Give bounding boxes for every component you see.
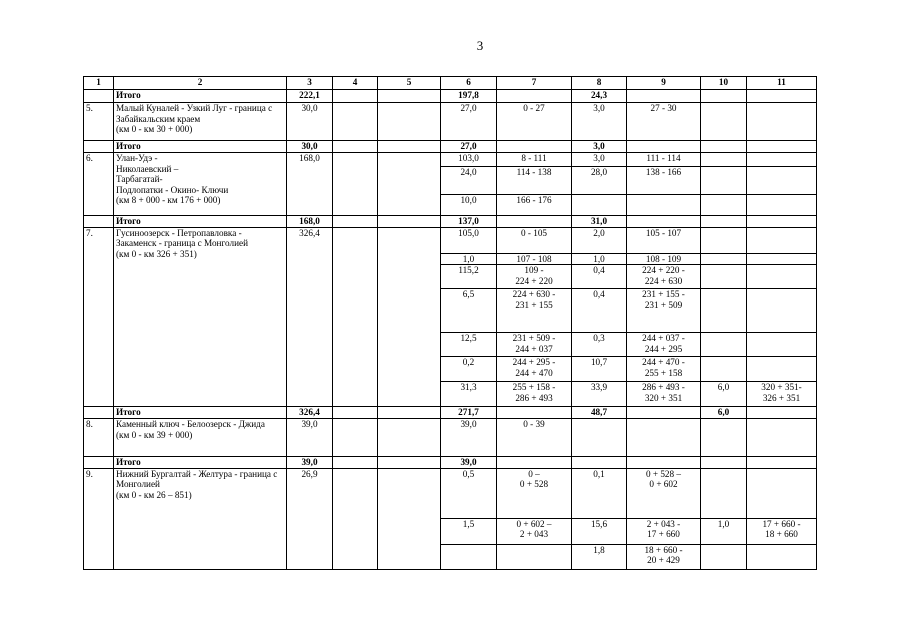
table-cell: 17 + 660 - 18 + 660 [747,518,817,544]
table-cell: 224 + 630 - 231 + 155 [497,289,572,333]
table-cell: 320 + 351- 326 + 351 [747,382,817,407]
table-cell [84,407,114,419]
table-cell [572,457,627,469]
table-cell: 244 + 295 - 244 + 470 [497,357,572,382]
table-cell [378,468,441,569]
table-cell: 0 – 0 + 528 [497,468,572,518]
table-cell: 10,0 [441,195,497,216]
total-row [84,90,817,103]
table-cell [497,141,572,153]
table-cell [701,253,747,265]
table-cell: 39,0 [441,419,497,457]
table-header-row [84,77,817,90]
table-cell [747,195,817,216]
table-cell [333,227,378,407]
table-cell [572,195,627,216]
table-cell: 271,7 [441,407,497,419]
table-cell: 255 + 158 - 286 + 493 [497,382,572,407]
column-header: 10 [701,77,747,90]
table-cell [701,357,747,382]
table-row [84,227,817,253]
table-cell [627,195,701,216]
table-cell: 24,0 [441,167,497,195]
table-cell [84,141,114,153]
table-cell [497,216,572,228]
table-cell [701,141,747,153]
table-cell: 30,0 [287,141,333,153]
table-cell: 5. [84,103,114,141]
table-cell: Итого [114,457,287,469]
table-cell [701,227,747,253]
table-cell [497,90,572,103]
table-cell: 2 + 043 - 17 + 660 [627,518,701,544]
table-cell: 10,7 [572,357,627,382]
table-cell [701,289,747,333]
table-cell [701,90,747,103]
column-header: 7 [497,77,572,90]
table-cell [572,419,627,457]
table-cell [84,90,114,103]
table-cell [378,419,441,457]
table-cell: 222,1 [287,90,333,103]
table-cell: 8 - 111 [497,153,572,167]
table-cell: 2,0 [572,227,627,253]
column-header: 8 [572,77,627,90]
table-cell [701,153,747,167]
table-cell [497,407,572,419]
table-cell: 0,4 [572,289,627,333]
table-cell: 0 - 105 [497,227,572,253]
table-cell [84,216,114,228]
table-cell [84,457,114,469]
table-cell [747,468,817,518]
table-cell: 7. [84,227,114,407]
table-cell: 138 - 166 [627,167,701,195]
table-cell [333,407,378,419]
column-header: 1 [84,77,114,90]
table-cell [701,265,747,289]
table-cell: 224 + 220 - 224 + 630 [627,265,701,289]
table-cell: 3,0 [572,153,627,167]
table-cell: Каменный ключ - Белоозерск - Джида (км 0 - км 39 + 000) [114,419,287,457]
table-cell: Итого [114,216,287,228]
total-row [84,141,817,153]
table-cell: 111 - 114 [627,153,701,167]
table-cell: 0,5 [441,468,497,518]
table-cell [747,253,817,265]
table-cell: Малый Куналей - Узкий Луг - граница с Забайкальским краем (км 0 - км 30 + 000) [114,103,287,141]
table-cell: 1,0 [701,518,747,544]
table-cell: Итого [114,141,287,153]
table-cell: 1,5 [441,518,497,544]
table-cell [701,103,747,141]
table-row [84,419,817,457]
table-cell: 107 - 108 [497,253,572,265]
table-cell: 1,0 [572,253,627,265]
table-cell [701,419,747,457]
table-cell: 0,3 [572,333,627,357]
table-cell [747,544,817,569]
table-cell [747,103,817,141]
table-cell: Нижний Бургалтай - Желтура - граница с Монголией (км 0 - км 26 – 851) [114,468,287,569]
table-row [84,153,817,167]
table-cell [333,90,378,103]
table-cell: Улан-Удэ - Николаевский – Тарбагатай- Подлопатки - Окино- Ключи (км 8 + 000 - км 176 + 000) [114,153,287,216]
table-cell: 231 + 509 - 244 + 037 [497,333,572,357]
table-cell [701,167,747,195]
table-cell [333,103,378,141]
table-cell: 28,0 [572,167,627,195]
table-cell: 9. [84,468,114,569]
table-cell [333,457,378,469]
roads-table [83,76,817,570]
table-cell [333,419,378,457]
table-row [84,103,817,141]
column-header: 2 [114,77,287,90]
table-cell: 0 - 27 [497,103,572,141]
table-cell: 8. [84,419,114,457]
table-cell: 108 - 109 [627,253,701,265]
table-cell: 197,8 [441,90,497,103]
table-cell: 26,9 [287,468,333,569]
table-cell [441,544,497,569]
column-header: 11 [747,77,817,90]
table-cell: 166 - 176 [497,195,572,216]
table-cell [627,419,701,457]
table-cell: 0 - 39 [497,419,572,457]
table-cell [378,227,441,407]
table-cell: 114 - 138 [497,167,572,195]
table-cell: Итого [114,407,287,419]
table-cell: 168,0 [287,216,333,228]
table-cell: 109 - 224 + 220 [497,265,572,289]
table-cell: 244 + 037 - 244 + 295 [627,333,701,357]
table-row [84,468,817,518]
table-cell [701,333,747,357]
column-header: 4 [333,77,378,90]
table-cell: 39,0 [287,457,333,469]
table-cell: 12,5 [441,333,497,357]
table-cell: 3,0 [572,141,627,153]
table-cell: 1,0 [441,253,497,265]
table-cell: 39,0 [441,457,497,469]
total-row [84,407,817,419]
table-cell: 27 - 30 [627,103,701,141]
table-cell: 30,0 [287,103,333,141]
table-cell: 27,0 [441,141,497,153]
column-header: 9 [627,77,701,90]
table-cell [333,141,378,153]
table-cell: 31,0 [572,216,627,228]
table-cell [747,141,817,153]
table-cell [747,289,817,333]
table-cell: 6,5 [441,289,497,333]
table-cell [701,468,747,518]
table-cell [378,90,441,103]
table-cell [747,90,817,103]
table-cell [627,141,701,153]
table-cell: 31,3 [441,382,497,407]
table-cell [747,407,817,419]
table-cell: 6. [84,153,114,216]
table-cell [747,167,817,195]
table-cell [378,153,441,216]
table-cell: 103,0 [441,153,497,167]
table-cell: 115,2 [441,265,497,289]
table-cell: 0 + 602 – 2 + 043 [497,518,572,544]
table-cell [701,544,747,569]
table-cell: 0,4 [572,265,627,289]
total-row [84,216,817,228]
table-cell: 1,8 [572,544,627,569]
table-cell: 3,0 [572,103,627,141]
table-cell [333,153,378,216]
table-cell [378,216,441,228]
table-cell: 18 + 660 - 20 + 429 [627,544,701,569]
table-cell: 326,4 [287,227,333,407]
table-cell: 0 + 528 – 0 + 602 [627,468,701,518]
table-cell: 231 + 155 - 231 + 509 [627,289,701,333]
table-cell: 33,9 [572,382,627,407]
table-cell [627,90,701,103]
table-cell: 0,2 [441,357,497,382]
table-cell: 48,7 [572,407,627,419]
table-cell [627,407,701,419]
table-cell: Итого [114,90,287,103]
table-cell [747,457,817,469]
table-cell [747,357,817,382]
table-cell: 6,0 [701,382,747,407]
table-cell: 0,1 [572,468,627,518]
total-row [84,457,817,469]
table-cell [333,216,378,228]
table-cell [701,457,747,469]
table-cell: 105 - 107 [627,227,701,253]
table-cell [497,457,572,469]
table-cell: 105,0 [441,227,497,253]
table-cell [747,333,817,357]
table-cell [747,265,817,289]
table-cell: 6,0 [701,407,747,419]
table-cell [627,457,701,469]
table-cell [747,216,817,228]
table-cell: 39,0 [287,419,333,457]
table-cell [333,468,378,569]
table-cell: 168,0 [287,153,333,216]
table-cell: 286 + 493 - 320 + 351 [627,382,701,407]
table-cell: 15,6 [572,518,627,544]
column-header: 5 [378,77,441,90]
column-header: 6 [441,77,497,90]
column-header: 3 [287,77,333,90]
table-cell [701,216,747,228]
table-cell: 326,4 [287,407,333,419]
table-cell: 27,0 [441,103,497,141]
table-cell: 24,3 [572,90,627,103]
table-cell [747,419,817,457]
table-cell [378,103,441,141]
table-cell [497,544,572,569]
table-cell: 137,0 [441,216,497,228]
table-cell: 244 + 470 - 255 + 158 [627,357,701,382]
table-cell [701,195,747,216]
table-cell [378,457,441,469]
table-cell [378,141,441,153]
table-cell [747,153,817,167]
table-cell [378,407,441,419]
table-cell: Гусиноозерск - Петропавловка - Закаменск - граница с Монголией (км 0 - км 326 + 351) [114,227,287,407]
table-cell [747,227,817,253]
table-cell [627,216,701,228]
page-number: 3 [476,38,484,53]
